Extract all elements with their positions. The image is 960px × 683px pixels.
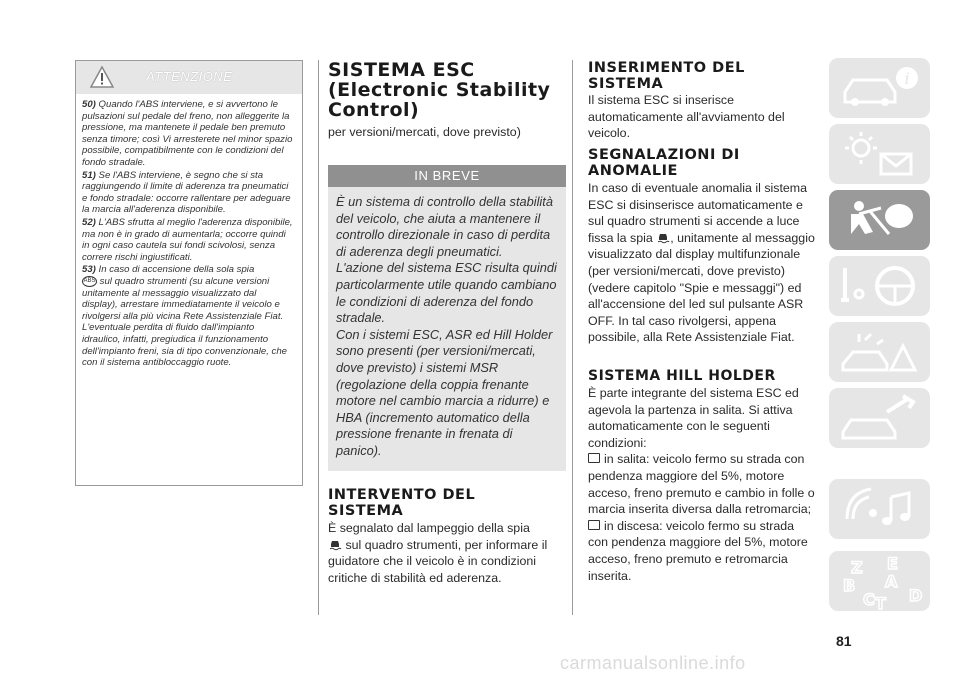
note-52: 52) L'ABS sfrutta al meglio l'aderenza disponibile, ma non è in grado di aumentarla; occorre quindi in ogni caso cautela sui fondi scivolosi, senza correre rischi ingiustificati. (82, 216, 293, 263)
sidebar-tab-car-info[interactable] (829, 58, 930, 118)
intervento-title: INTERVENTO DEL SISTEMA (328, 487, 476, 519)
list-item: in discesa: veicolo fermo su strada con pendenza maggiore del 5%, motore acceso, freno premuto e retromarcia inserita. (588, 518, 808, 583)
multimedia-icon (829, 479, 930, 539)
index-letter: A (885, 572, 898, 591)
maintenance-icon (829, 388, 930, 448)
svg-text:i: i (904, 69, 910, 88)
esc-warning-icon (328, 538, 342, 551)
inserimento-title: INSERIMENTO DEL SISTEMA (588, 60, 745, 92)
checkbox-bullet-icon (588, 520, 600, 530)
attention-title: ATTENZIONE (146, 69, 233, 84)
attention-body (76, 94, 302, 369)
index-letter: Z (851, 558, 863, 577)
intervento-text: È segnalato dal lampeggio della spia sul quadro strumenti, per informare il guidatore che il veicolo è in condizioni critiche di stabilità ed aderenza. (328, 521, 548, 585)
in-breve-para: Con i sistemi ESC, ASR ed Hill Holder sono presenti (per versioni/mercati, dove previsto) i sistemi MSR (regolazione della coppia frenante motore nel cambio marcia a ridurre) e HBA (incremento automatico della pressione frenante in frenata di panico). (336, 326, 553, 458)
segnalazioni-title: SEGNALAZIONI DI ANOMALIE (588, 147, 740, 179)
attention-box (75, 60, 303, 486)
sidebar-tab-warning-lights[interactable] (829, 124, 930, 184)
in-breve-title: IN BREVE (328, 165, 566, 187)
sidebar-tab-emergency[interactable] (829, 322, 930, 382)
checkbox-bullet-icon (588, 453, 600, 463)
in-breve-body (328, 187, 566, 460)
note-51: 51) Se l'ABS interviene, è segno che si sta raggiungendo il limite di aderenza tra pneumatici e fondo stradale: occorre rallentare per adeguare la marcia all'aderenza disponibile. (82, 169, 291, 216)
segnalazioni-text: In caso di eventuale anomalia il sistema ESC si disinserisce automaticamente e sul quadro strumenti si accende a luce fissa la spia , unitamente al messaggio visualizzato dal display multifunzionale (per versioni/mercati, dove previsto) (vedere capitolo "Spie e messaggi") ed all'accensione del led sul pulsante ASR OFF. In tal caso rivolgersi, appena possibile, alla Rete Assistenziale Fiat. (588, 181, 815, 345)
index-letter: D (909, 586, 923, 605)
sidebar-tab-safety[interactable] (829, 190, 930, 250)
attention-header (76, 61, 302, 94)
esc-title: SISTEMA ESC (Electronic Stability Control) (328, 59, 551, 121)
warning-lights-icon (829, 124, 930, 184)
warning-triangle-icon (90, 66, 114, 88)
index-letter: C (863, 590, 875, 609)
safety-airbag-icon (829, 190, 930, 250)
watermark: carmanualsonline.info (560, 653, 746, 673)
note-53: 53) In caso di accensione della sola spia ABS sul quadro strumenti (su alcune versioni unitamente al messaggio visualizzato dal display), arrestare immediatamente il veicolo e rivolgersi alla più vicina Rete Assistenziale Fiat. L'eventuale perdita di fluido dall'impianto idraulico, infatti, pregiudica il funzionamento dell'impianto freni, sia di tipo convenzionale, che con il sistema antibloccaggio ruote. (82, 264, 288, 369)
hill-holder-title: SISTEMA HILL HOLDER (588, 368, 776, 384)
list-item: in salita: veicolo fermo su strada con pendenza maggiore del 5%, motore acceso, freno premuto e cambio in folle o marcia inserita diversa dalla retromarcia; (588, 452, 815, 517)
in-breve-para: È un sistema di controllo della stabilità del veicolo, che aiuta a mantenere il controllo direzionale in caso di perdita di aderenza degli pneumatici. (336, 194, 553, 259)
hill-holder-intro: È parte integrante del sistema ESC ed agevola la partenza in salita. Si attiva automaticamente con le seguenti condizioni: (588, 386, 799, 450)
index-letter: T (875, 594, 886, 611)
sidebar-tab-starting-driving[interactable] (829, 256, 930, 316)
inserimento-text: Il sistema ESC si inserisce automaticamente all'avviamento del veicolo. (588, 93, 785, 141)
abs-warning-icon: ABS (82, 276, 97, 287)
starting-driving-icon (829, 256, 930, 316)
car-info-icon (829, 58, 930, 118)
esc-warning-icon (656, 231, 670, 244)
note-50: 50) Quando l'ABS interviene, e si avvertono le pulsazioni sul pedale del freno, non alleggerite la pressione, ma mantenete il pedale ben premuto senza timore; così Vi arresterete nel minor spazio possibile, compatibilmente con le condizioni del fondo stradale. (82, 99, 293, 168)
in-breve-para: L'azione del sistema ESC risulta quindi particolarmente utile quando cambiano le condizioni di aderenza del fondo stradale. (336, 260, 557, 326)
column-divider (318, 60, 319, 615)
hill-holder-body (588, 385, 816, 584)
in-breve-box (328, 165, 566, 471)
sidebar-tab-maintenance[interactable] (829, 388, 930, 448)
index-icon (829, 551, 930, 611)
sidebar-tab-multimedia[interactable] (829, 479, 930, 539)
sidebar-tab-index[interactable] (829, 551, 930, 611)
index-letter: E (887, 554, 898, 573)
esc-subtitle: per versioni/mercati, dove previsto) (328, 125, 521, 139)
index-letter: B (843, 576, 856, 595)
page-number: 81 (836, 633, 852, 649)
emergency-icon (829, 322, 930, 382)
column-divider (572, 60, 573, 615)
